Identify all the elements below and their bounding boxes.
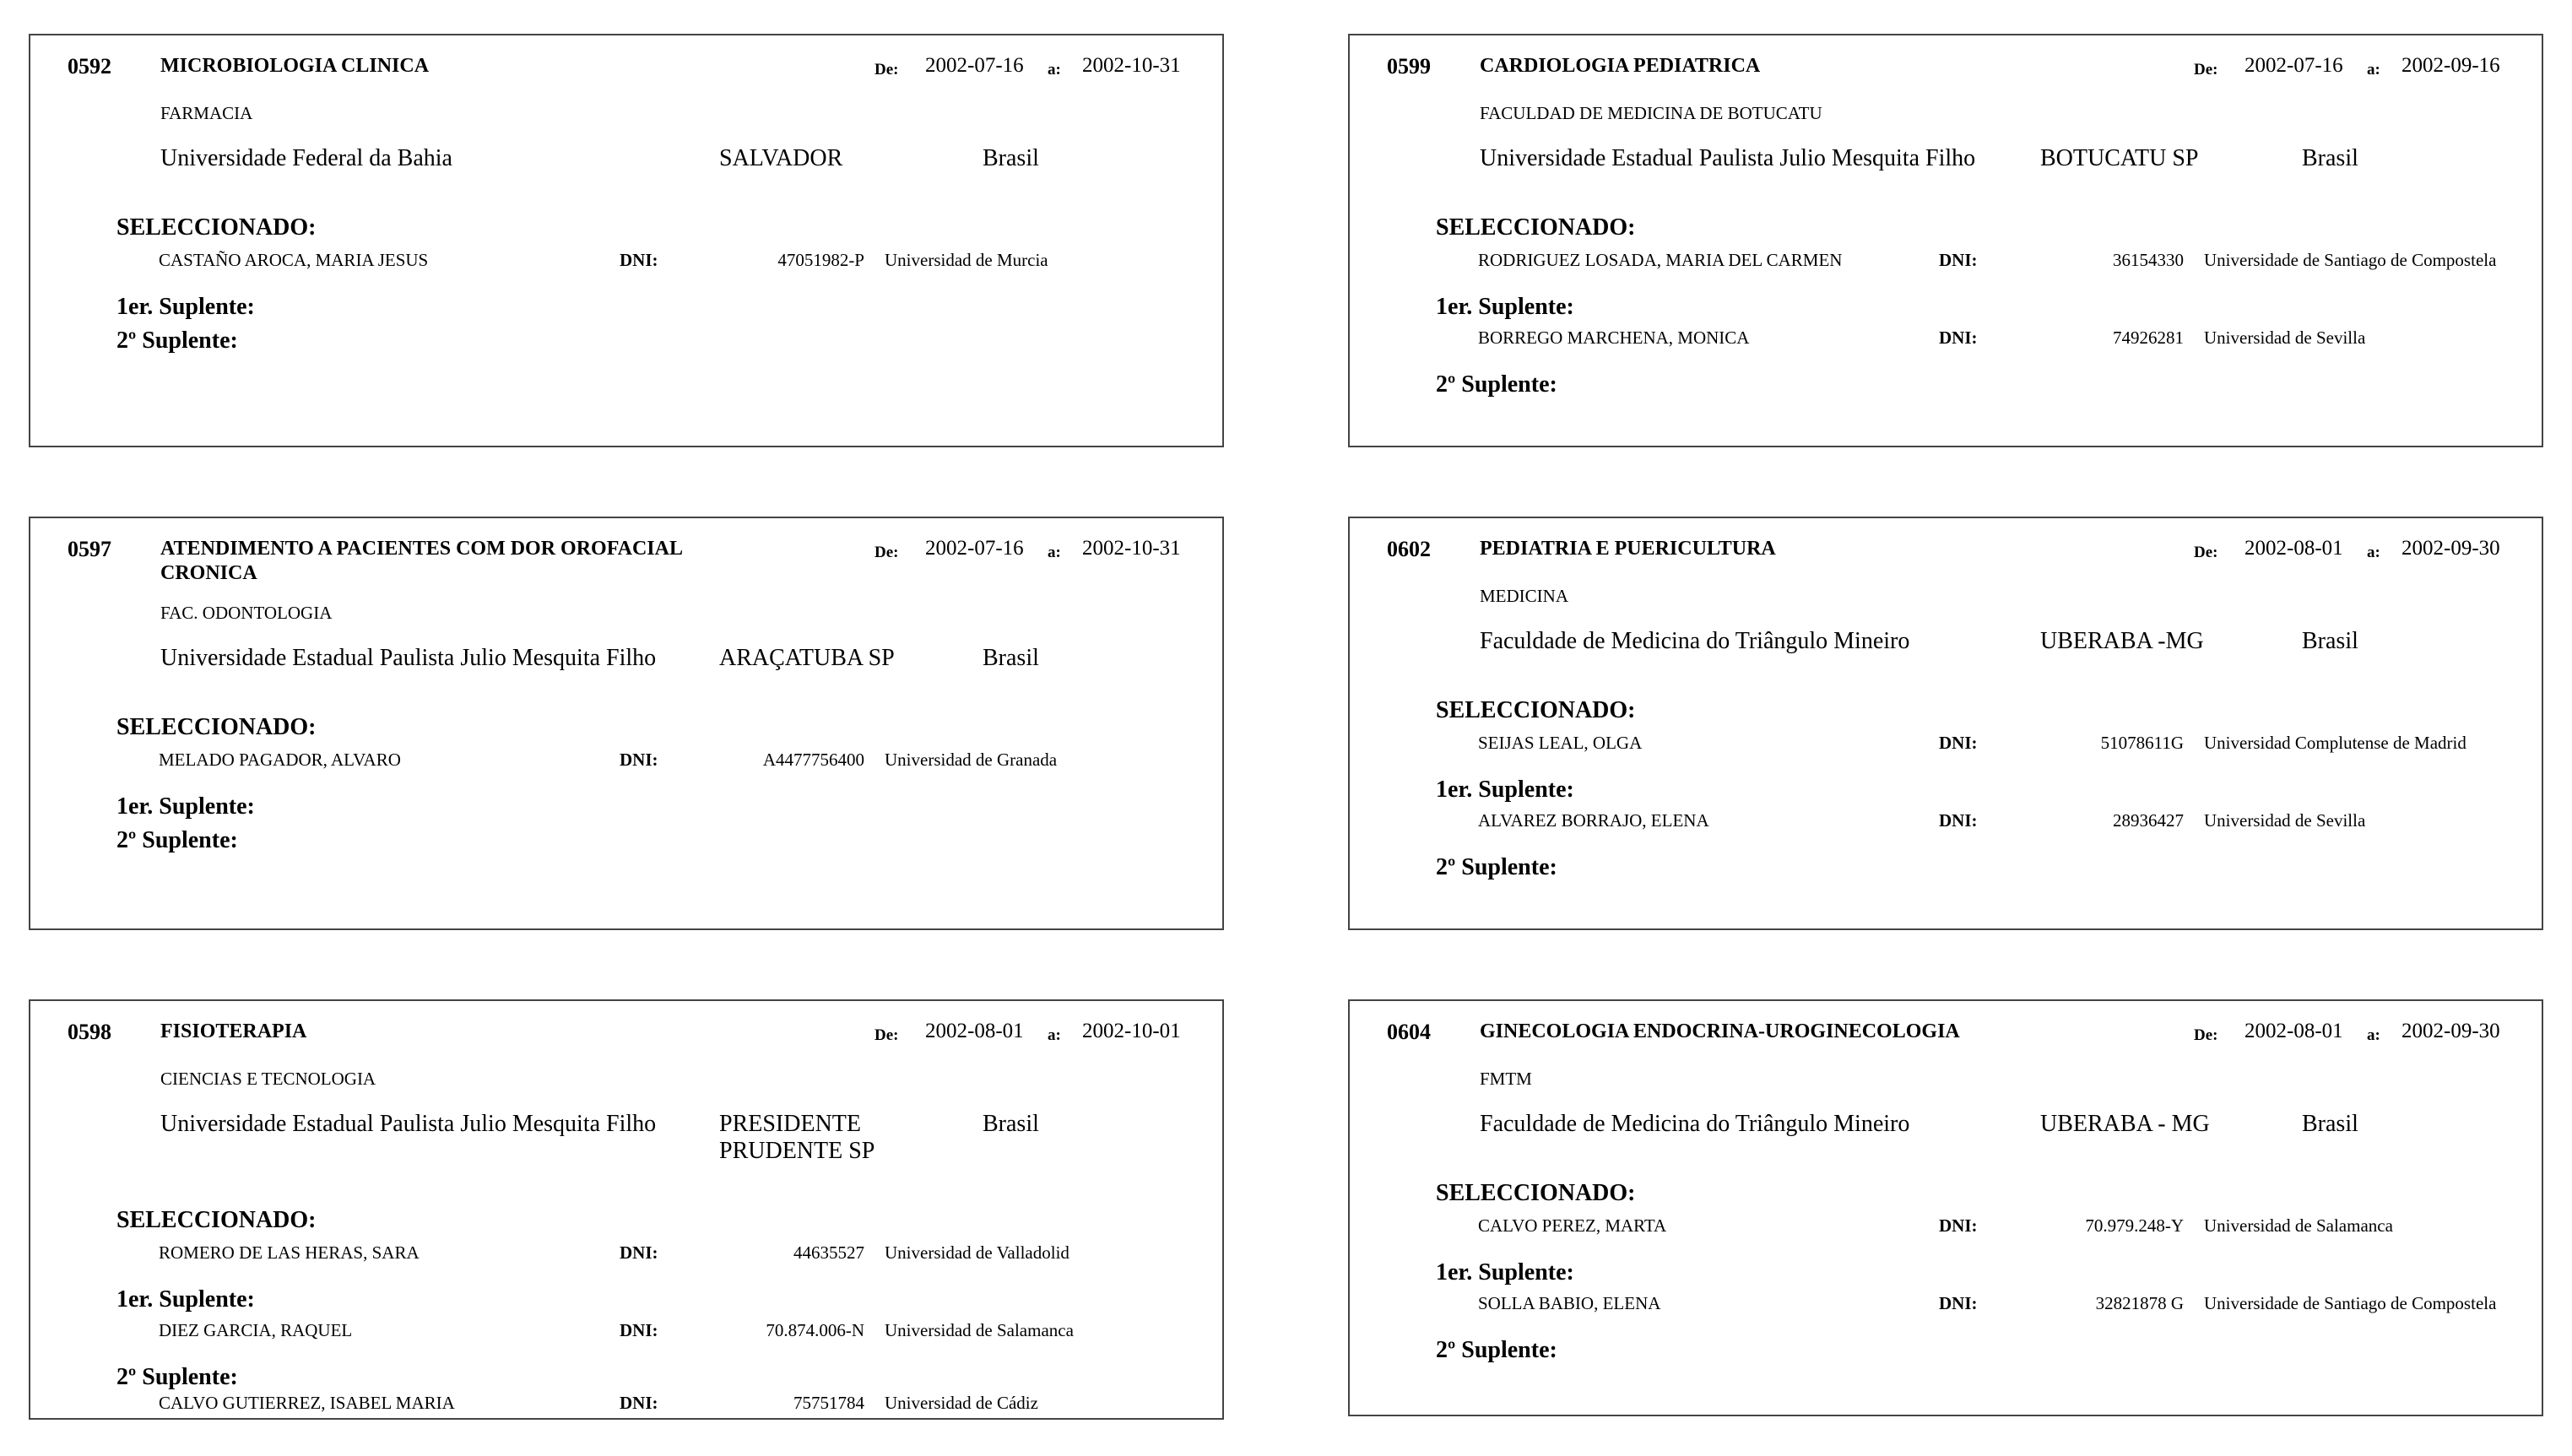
from-label: De: xyxy=(874,61,899,78)
dni-label: DNI: xyxy=(1939,1293,1978,1313)
dni-label: DNI: xyxy=(1939,1215,1978,1236)
selected-name: RODRIGUEZ LOSADA, MARIA DEL CARMEN xyxy=(1478,250,1843,270)
placement-card-0597 xyxy=(29,517,1224,930)
selected-university: Universidad de Valladolid xyxy=(885,1242,1069,1263)
selected-heading: SELECCIONADO: xyxy=(1436,1180,1636,1206)
host-country: Brasil xyxy=(2302,145,2358,171)
card-title: MICROBIOLOGIA CLINICA xyxy=(160,55,430,77)
substitute-2-heading: 2º Suplente: xyxy=(1436,371,1557,398)
dni-label: DNI: xyxy=(620,750,658,770)
selected-dni: 36154330 xyxy=(2113,250,2184,270)
host-country: Brasil xyxy=(983,1111,1039,1137)
host-city: UBERABA -MG xyxy=(2040,628,2204,654)
placement-card-0598 xyxy=(29,999,1224,1420)
selected-university: Universidad de Murcia xyxy=(885,250,1048,270)
dni-label: DNI: xyxy=(1939,327,1978,348)
selected-heading: SELECCIONADO: xyxy=(116,1207,317,1233)
selected-name: CASTAÑO AROCA, MARIA JESUS xyxy=(159,250,429,270)
host-university: Universidade Estadual Paulista Julio Mesquita Filho xyxy=(1480,145,1976,171)
selected-name: SEIJAS LEAL, OLGA xyxy=(1478,733,1643,753)
card-code: 0604 xyxy=(1387,1020,1431,1044)
card-title: PEDIATRIA E PUERICULTURA xyxy=(1480,538,1776,560)
dni-label: DNI: xyxy=(620,1320,658,1340)
substitute-1-university: Universidad de Sevilla xyxy=(2204,327,2366,348)
selected-dni: A4477756400 xyxy=(762,750,864,770)
to-label: a: xyxy=(2367,544,2380,561)
substitute-2-heading: 2º Suplente: xyxy=(1436,1337,1557,1363)
substitute-2-name: CALVO GUTIERREZ, ISABEL MARIA xyxy=(159,1393,455,1413)
substitute-1-heading: 1er. Suplente: xyxy=(1436,777,1574,803)
host-country: Brasil xyxy=(983,645,1039,671)
card-code: 0599 xyxy=(1387,54,1431,78)
host-country: Brasil xyxy=(2302,628,2358,654)
selected-university: Universidade de Santiago de Compostela xyxy=(2204,250,2497,270)
selected-dni: 70.979.248-Y xyxy=(2085,1215,2184,1236)
to-label: a: xyxy=(1048,1026,1061,1044)
substitute-1-dni: 74926281 xyxy=(2113,327,2184,348)
card-title: GINECOLOGIA ENDOCRINA-UROGINECOLOGIA xyxy=(1480,1020,1960,1042)
substitute-1-dni: 70.874.006-N xyxy=(766,1320,864,1340)
substitute-2-heading: 2º Suplente: xyxy=(116,327,238,354)
from-label: De: xyxy=(874,1026,899,1044)
substitute-1-university: Universidade de Santiago de Compostela xyxy=(2204,1293,2497,1313)
substitute-1-heading: 1er. Suplente: xyxy=(1436,1259,1574,1286)
date-from: 2002-08-01 xyxy=(2244,1020,2343,1042)
selected-university: Universidad Complutense de Madrid xyxy=(2204,733,2466,753)
substitute-2-heading: 2º Suplente: xyxy=(1436,854,1557,880)
department: FAC. ODONTOLOGIA xyxy=(160,603,333,623)
from-label: De: xyxy=(2194,61,2218,78)
substitute-1-heading: 1er. Suplente: xyxy=(116,793,255,820)
placement-card-0592 xyxy=(29,34,1224,447)
from-label: De: xyxy=(2194,1026,2218,1044)
card-code: 0597 xyxy=(68,537,111,561)
card-code: 0602 xyxy=(1387,537,1431,561)
substitute-1-name: ALVAREZ BORRAJO, ELENA xyxy=(1478,810,1709,831)
date-from: 2002-07-16 xyxy=(925,54,1024,77)
selected-heading: SELECCIONADO: xyxy=(116,714,317,740)
substitute-1-name: SOLLA BABIO, ELENA xyxy=(1478,1293,1661,1313)
selected-heading: SELECCIONADO: xyxy=(1436,697,1636,723)
substitute-1-university: Universidad de Salamanca xyxy=(885,1320,1074,1340)
substitute-1-dni: 32821878 G xyxy=(2095,1293,2184,1313)
selected-university: Universidad de Granada xyxy=(885,750,1058,770)
dni-label: DNI: xyxy=(1939,733,1978,753)
substitute-2-heading: 2º Suplente: xyxy=(116,1364,238,1390)
dni-label: DNI: xyxy=(620,1393,658,1413)
from-label: De: xyxy=(2194,544,2218,561)
substitute-1-heading: 1er. Suplente: xyxy=(1436,294,1574,320)
date-from: 2002-07-16 xyxy=(2244,54,2343,77)
host-university: Universidade Estadual Paulista Julio Mesquita Filho xyxy=(160,645,657,671)
to-label: a: xyxy=(2367,61,2380,78)
dni-label: DNI: xyxy=(1939,250,1978,270)
substitute-2-heading: 2º Suplente: xyxy=(116,827,238,853)
to-label: a: xyxy=(1048,61,1061,78)
selected-heading: SELECCIONADO: xyxy=(1436,214,1636,241)
department: FACULDAD DE MEDICINA DE BOTUCATU xyxy=(1480,103,1822,123)
substitute-1-dni: 28936427 xyxy=(2113,810,2184,831)
selected-heading: SELECCIONADO: xyxy=(116,214,317,241)
department: CIENCIAS E TECNOLOGIA xyxy=(160,1069,376,1089)
placement-card-0604 xyxy=(1348,999,2543,1416)
department: FARMACIA xyxy=(160,103,253,123)
department: FMTM xyxy=(1480,1069,1532,1089)
card-code: 0592 xyxy=(68,54,111,78)
host-university: Faculdade de Medicina do Triângulo Mineiro xyxy=(1480,1111,1910,1137)
dni-label: DNI: xyxy=(1939,810,1978,831)
card-title: ATENDIMENTO A PACIENTES COM DOR OROFACIAL CRONICA xyxy=(160,538,682,584)
date-from: 2002-07-16 xyxy=(925,537,1024,560)
from-label: De: xyxy=(874,544,899,561)
substitute-1-name: BORREGO MARCHENA, MONICA xyxy=(1478,327,1750,348)
host-university: Universidade Estadual Paulista Julio Mesquita Filho xyxy=(160,1111,657,1137)
to-label: a: xyxy=(2367,1026,2380,1044)
date-to: 2002-10-31 xyxy=(1082,537,1181,560)
card-code: 0598 xyxy=(68,1020,111,1044)
dni-label: DNI: xyxy=(620,1242,658,1263)
date-to: 2002-10-31 xyxy=(1082,54,1181,77)
host-country: Brasil xyxy=(2302,1111,2358,1137)
date-to: 2002-10-01 xyxy=(1082,1020,1181,1042)
substitute-1-name: DIEZ GARCIA, RAQUEL xyxy=(159,1320,353,1340)
substitute-2-university: Universidad de Cádiz xyxy=(885,1393,1038,1413)
host-university: Faculdade de Medicina do Triângulo Mineiro xyxy=(1480,628,1910,654)
host-city: UBERABA - MG xyxy=(2040,1111,2210,1137)
date-from: 2002-08-01 xyxy=(925,1020,1024,1042)
selected-name: ROMERO DE LAS HERAS, SARA xyxy=(159,1242,420,1263)
host-city: BOTUCATU SP xyxy=(2040,145,2199,171)
selected-dni: 44635527 xyxy=(793,1242,864,1263)
host-city: ARAÇATUBA SP xyxy=(719,645,895,671)
date-from: 2002-08-01 xyxy=(2244,537,2343,560)
date-to: 2002-09-30 xyxy=(2401,537,2500,560)
substitute-1-heading: 1er. Suplente: xyxy=(116,1286,255,1313)
host-city: SALVADOR xyxy=(719,145,843,171)
host-country: Brasil xyxy=(983,145,1039,171)
card-title: FISIOTERAPIA xyxy=(160,1020,307,1042)
selected-dni: 51078611G xyxy=(2100,733,2184,753)
placement-card-0599 xyxy=(1348,34,2543,447)
selected-name: CALVO PEREZ, MARTA xyxy=(1478,1215,1667,1236)
substitute-1-heading: 1er. Suplente: xyxy=(116,294,255,320)
selected-university: Universidad de Salamanca xyxy=(2204,1215,2393,1236)
substitute-1-university: Universidad de Sevilla xyxy=(2204,810,2366,831)
to-label: a: xyxy=(1048,544,1061,561)
date-to: 2002-09-30 xyxy=(2401,1020,2500,1042)
department: MEDICINA xyxy=(1480,586,1568,606)
dni-label: DNI: xyxy=(620,250,658,270)
date-to: 2002-09-16 xyxy=(2401,54,2500,77)
substitute-2-dni: 75751784 xyxy=(793,1393,864,1413)
card-title: CARDIOLOGIA PEDIATRICA xyxy=(1480,55,1761,77)
host-university: Universidade Federal da Bahia xyxy=(160,145,452,171)
selected-dni: 47051982-P xyxy=(777,250,864,270)
placement-card-0602 xyxy=(1348,517,2543,930)
selected-name: MELADO PAGADOR, ALVARO xyxy=(159,750,401,770)
host-city: PRESIDENTE PRUDENTE SP xyxy=(719,1111,875,1164)
